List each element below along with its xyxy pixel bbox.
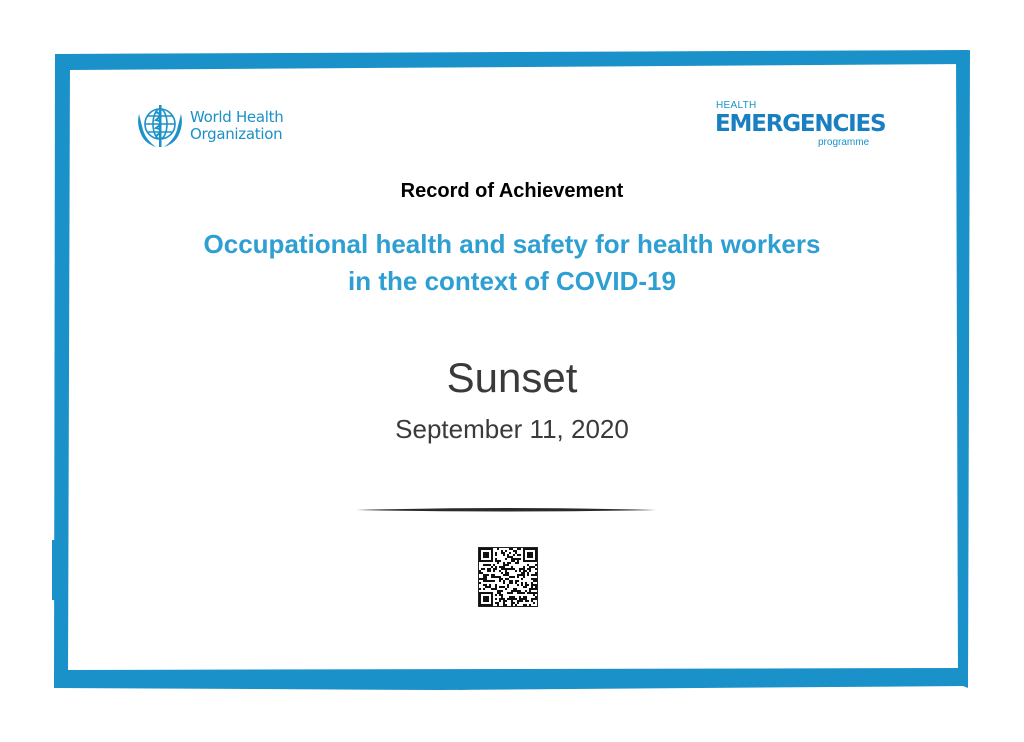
signature-line (356, 505, 656, 515)
who-name (190, 109, 283, 143)
course-title-line1: Occupational health and safety for health workers (203, 229, 821, 259)
qr-code-icon (478, 547, 538, 607)
course-title-line2: in the context of COVID-19 (348, 266, 676, 296)
course-title (0, 226, 1024, 300)
who-logo (134, 100, 294, 152)
recipient-name: Sunset (446, 354, 578, 401)
he-logo-top: HEALTH (716, 100, 757, 111)
who-name-line2: Organization (190, 125, 283, 143)
he-logo-main: EMERGENCIES (715, 111, 886, 137)
who-name-line1: World Health (190, 108, 284, 126)
health-emergencies-logo (716, 101, 891, 151)
who-emblem-icon (134, 100, 186, 152)
record-heading: Record of Achievement (400, 180, 624, 202)
award-date: September 11, 2020 (395, 414, 629, 444)
he-logo-sub: programme (818, 137, 870, 148)
